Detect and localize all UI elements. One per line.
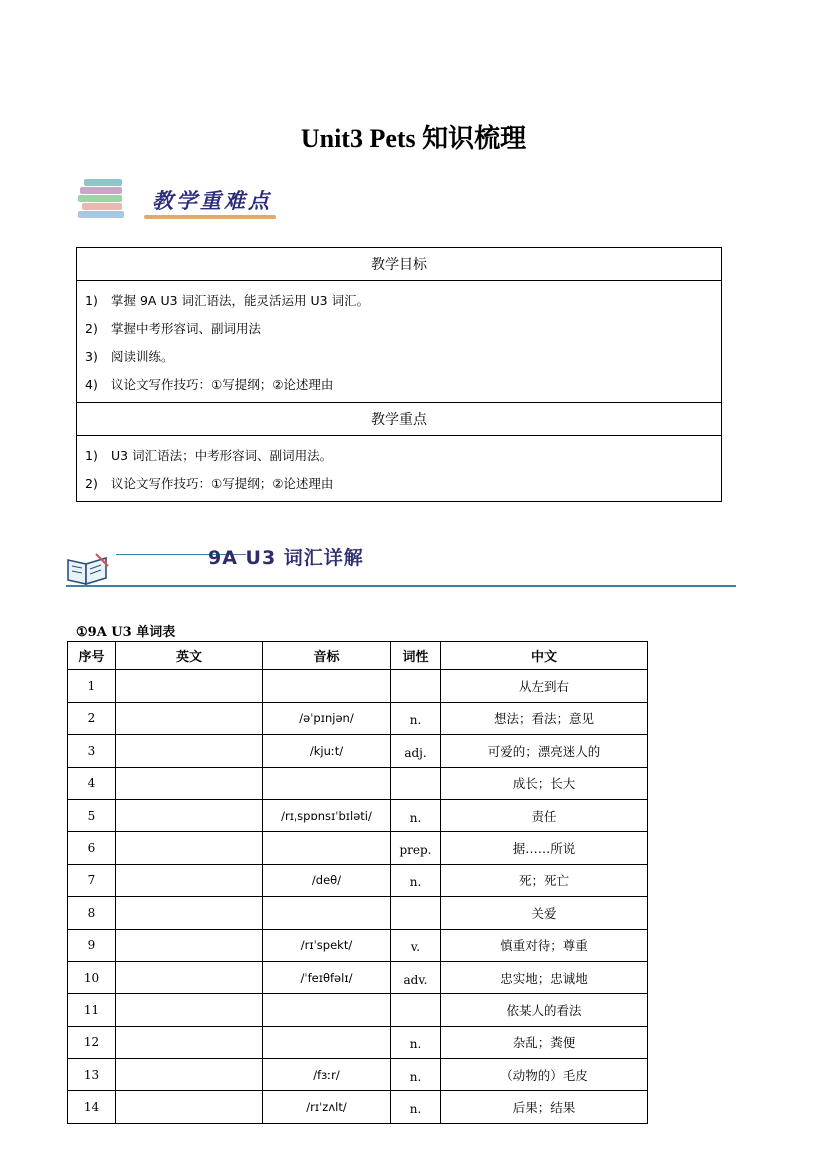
keypoint-item: 2) 议论文写作技巧：①写提纲；②论述理由 [85,476,334,491]
cell-en [116,897,263,929]
cell-ph: /əˈpɪnjən/ [263,702,391,734]
cell-zh: 死；死亡 [441,864,648,896]
cell-ph [263,897,391,929]
goal-item: 2) 掌握中考形容词、副词用法 [85,321,262,336]
keypoints-header: 教学重点 [77,403,722,436]
vocab-caption: ①9A U3 单词表 [76,625,176,640]
cell-zh: 后果；结果 [441,1091,648,1123]
cell-ph [263,832,391,864]
page-title: Unit3 Pets 知识梳理 [300,124,527,153]
cell-en [116,1059,263,1091]
cell-en [116,735,263,767]
cell-zh: 从左到右 [441,670,648,702]
cell-pos: n. [391,864,441,896]
books-stack-icon [78,179,128,219]
table-row [68,1059,648,1091]
cell-en [116,702,263,734]
cell-zh: 责任 [441,799,648,831]
cell-num: 2 [68,702,116,734]
cell-num: 11 [68,994,116,1026]
cell-ph [263,1026,391,1058]
cell-ph: /rɪˌspɒnsɪˈbɪləti/ [263,799,391,831]
table-row [68,767,648,799]
open-book-icon [66,552,110,586]
cell-num: 5 [68,799,116,831]
teaching-goals-table [76,247,722,502]
table-row [68,929,648,961]
cell-pos [391,767,441,799]
table-row [68,832,648,864]
cell-num: 7 [68,864,116,896]
cell-en [116,767,263,799]
cell-ph: /ˈfeɪθfəlɪ/ [263,961,391,993]
cell-ph: /deθ/ [263,864,391,896]
cell-num: 1 [68,670,116,702]
cell-ph [263,767,391,799]
cell-num: 13 [68,1059,116,1091]
table-row [68,864,648,896]
cell-ph: /kjuːt/ [263,735,391,767]
col-header-num: 序号 [68,642,116,670]
cell-num: 4 [68,767,116,799]
cell-ph: /fɜːr/ [263,1059,391,1091]
col-header-english: 英文 [116,642,263,670]
table-row [68,961,648,993]
cell-num: 3 [68,735,116,767]
keypoints-list [77,436,722,502]
cell-num: 12 [68,1026,116,1058]
section-label: 教学重难点 [152,189,272,213]
cell-num: 8 [68,897,116,929]
cell-num: 10 [68,961,116,993]
cell-ph: /rɪˈspekt/ [263,929,391,961]
cell-zh: 想法；看法；意见 [441,702,648,734]
table-row [68,735,648,767]
cell-en [116,1091,263,1123]
cell-en [116,961,263,993]
table-row [68,1091,648,1123]
cell-zh: 忠实地；忠诚地 [441,961,648,993]
cell-ph [263,994,391,1026]
cell-num: 14 [68,1091,116,1123]
cell-zh: 可爱的；漂亮迷人的 [441,735,648,767]
section-banner-key-points [78,175,298,227]
table-row [68,799,648,831]
cell-zh: 成长；长大 [441,767,648,799]
cell-num: 9 [68,929,116,961]
cell-en [116,799,263,831]
table-row [68,897,648,929]
cell-pos: n. [391,799,441,831]
cell-pos: n. [391,1091,441,1123]
cell-en [116,1026,263,1058]
section-label: 9A U3 词汇详解 [208,547,364,569]
cell-en [116,670,263,702]
goal-item: 3) 阅读训练。 [85,349,174,364]
keypoint-item: 1) U3 词汇语法；中考形容词、副词用法。 [85,448,333,463]
cell-pos [391,994,441,1026]
table-row [68,702,648,734]
cell-ph: /rɪˈzʌlt/ [263,1091,391,1123]
col-header-chinese: 中文 [441,642,648,670]
cell-pos: prep. [391,832,441,864]
banner-rule [66,585,736,587]
cell-zh: 杂乱；粪便 [441,1026,648,1058]
cell-pos: adv. [391,961,441,993]
cell-ph [263,670,391,702]
cell-en [116,832,263,864]
cell-pos: adj. [391,735,441,767]
col-header-phonetic: 音标 [263,642,391,670]
cell-zh: 依某人的看法 [441,994,648,1026]
cell-en [116,994,263,1026]
table-row [68,994,648,1026]
goals-header: 教学目标 [77,248,722,281]
goal-item: 4) 议论文写作技巧：①写提纲；②论述理由 [85,377,334,392]
cell-en [116,864,263,896]
cell-pos: n. [391,1059,441,1091]
banner-underline [144,215,276,219]
goals-list [77,281,722,403]
table-row [68,1026,648,1058]
cell-pos [391,897,441,929]
cell-zh: 据……所说 [441,832,648,864]
cell-pos: n. [391,1026,441,1058]
cell-num: 6 [68,832,116,864]
cell-zh: 关爱 [441,897,648,929]
cell-en [116,929,263,961]
cell-pos [391,670,441,702]
col-header-pos: 词性 [391,642,441,670]
cell-zh: 慎重对待；尊重 [441,929,648,961]
vocab-table [67,641,648,1124]
cell-pos: n. [391,702,441,734]
goal-item: 1) 掌握 9A U3 词汇语法，能灵活运用 U3 词汇。 [85,293,370,308]
table-row [68,670,648,702]
cell-zh: （动物的）毛皮 [441,1059,648,1091]
cell-pos: v. [391,929,441,961]
section-banner-vocab [66,540,736,590]
